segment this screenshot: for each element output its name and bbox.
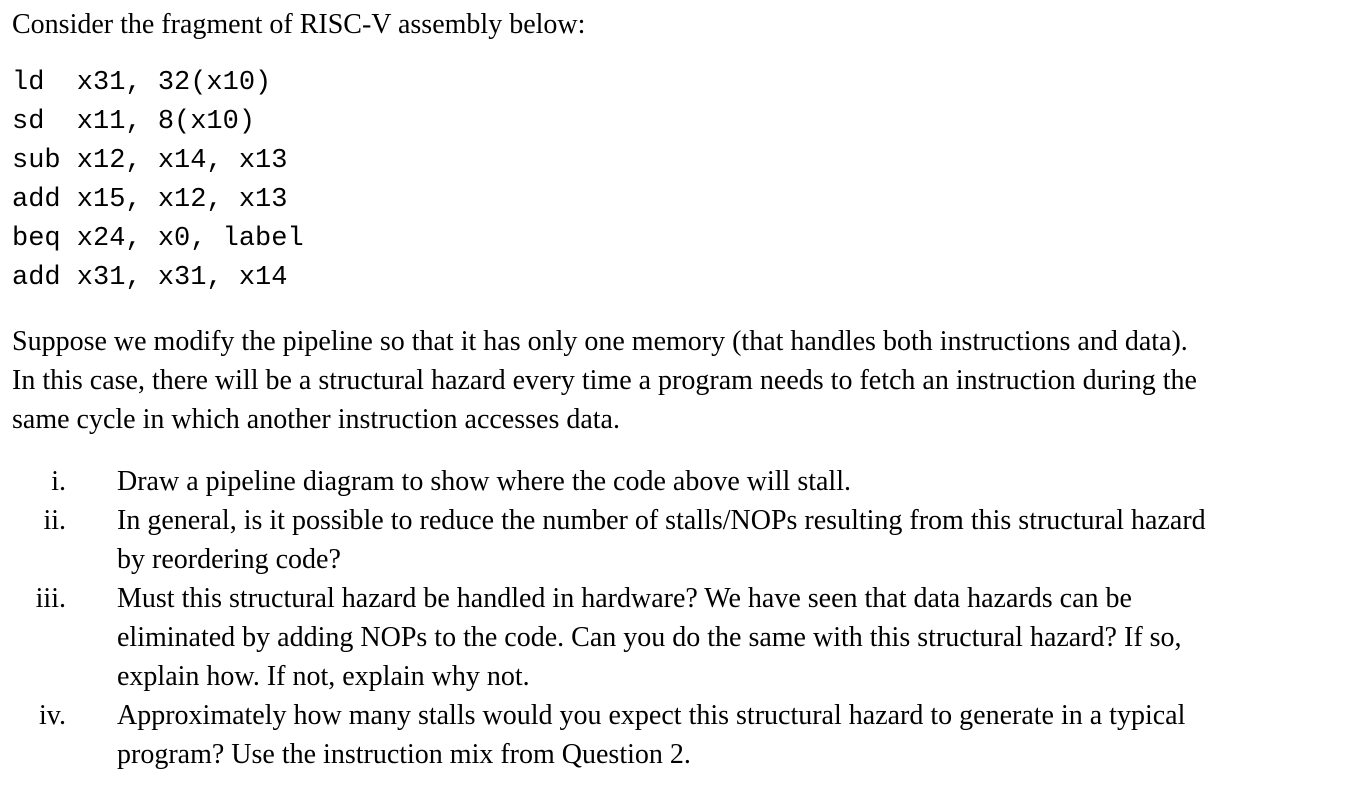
question-text: [117, 696, 1354, 774]
question-line: explain how. If not, explain why not.: [117, 661, 530, 692]
question-item: [0, 579, 1354, 696]
question-text: [117, 501, 1354, 579]
paragraph-line: Suppose we modify the pipeline so that it has only one memory (that handles both instructions and data).: [12, 326, 1188, 357]
question-line: Approximately how many stalls would you expect this structural hazard to generate in a typical: [117, 700, 1186, 731]
question-number: ii.: [43, 505, 66, 536]
code-line: sub x12, x14, x13: [12, 146, 288, 176]
question-list: [0, 462, 1354, 774]
code-line: beq x24, x0, label: [12, 224, 304, 254]
question-line: Must this structural hazard be handled in hardware? We have seen that data hazards can be: [117, 583, 1132, 614]
question-line: by reordering code?: [117, 544, 341, 575]
intro-text: Consider the fragment of RISC-V assembly below:: [12, 9, 586, 40]
question-text: [117, 462, 1354, 501]
code-line: add x31, x31, x14: [12, 263, 288, 293]
question-text: [117, 579, 1354, 696]
question-line: program? Use the instruction mix from Question 2.: [117, 739, 691, 770]
code-line: add x15, x12, x13: [12, 185, 288, 215]
question-item: [0, 696, 1354, 774]
code-line: ld x31, 32(x10): [12, 68, 272, 98]
description-paragraph: [12, 322, 1348, 439]
question-item: [0, 462, 1354, 501]
question-number: iii.: [35, 583, 66, 614]
paragraph-line: In this case, there will be a structural hazard every time a program needs to fetch an instruction during the: [12, 365, 1197, 396]
question-number: i.: [51, 466, 66, 497]
question-number: iv.: [39, 700, 66, 731]
question-line: eliminated by adding NOPs to the code. Can you do the same with this structural hazard? If so,: [117, 622, 1182, 653]
code-line: sd x11, 8(x10): [12, 107, 256, 137]
question-item: [0, 501, 1354, 579]
paragraph-line: same cycle in which another instruction accesses data.: [12, 404, 620, 435]
question-line: In general, is it possible to reduce the number of stalls/NOPs resulting from this structural hazard: [117, 505, 1206, 536]
code-block: [12, 64, 304, 298]
question-line: Draw a pipeline diagram to show where the code above will stall.: [117, 466, 851, 497]
